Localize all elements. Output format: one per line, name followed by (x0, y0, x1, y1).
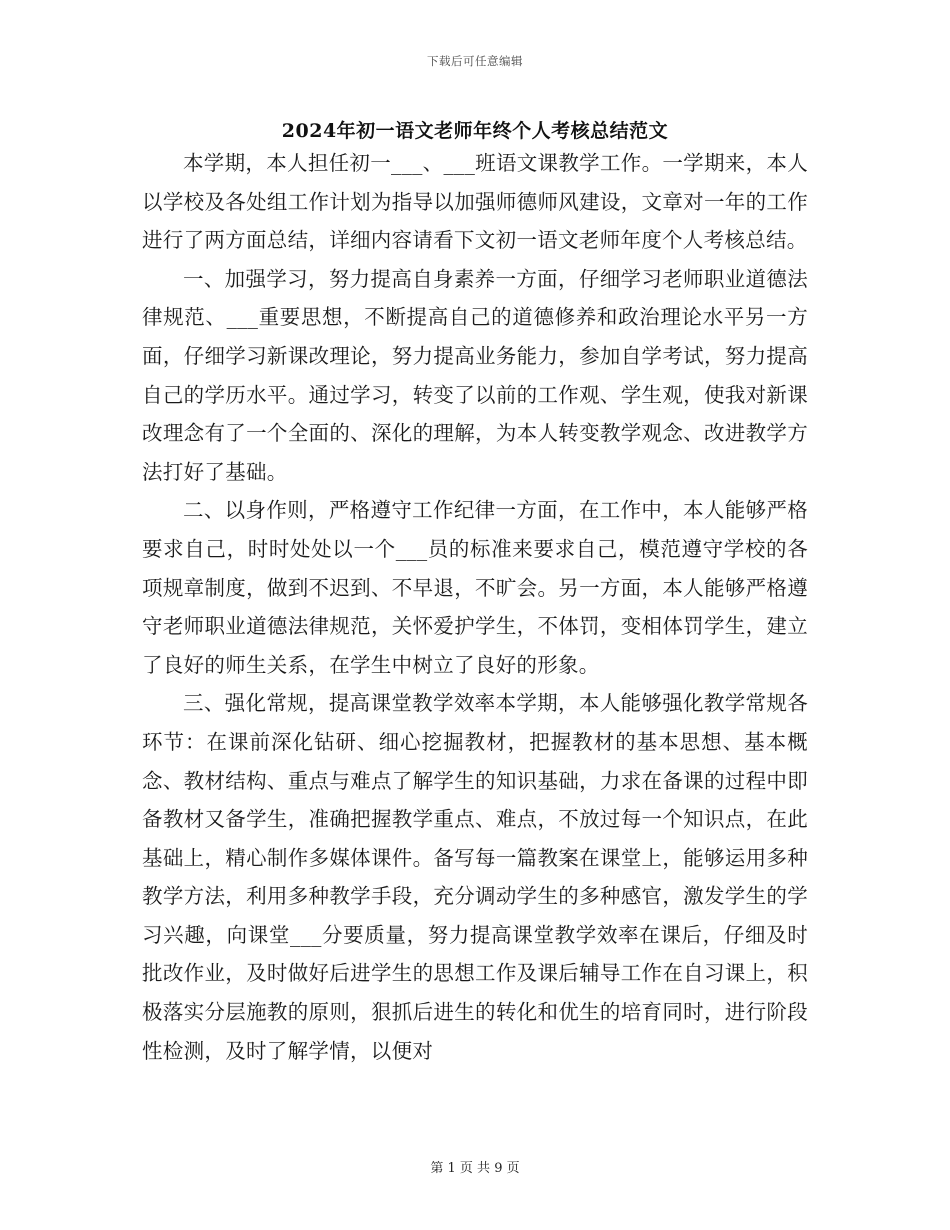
paragraph-section-1: 一、加强学习，努力提高自身素养一方面，仔细学习老师职业道德法律规范、___重要思想，不断提高自己的道德修养和政治理论水平另一方面，仔细学习新课改理论，努力提高业务能力，参加自学考试，努力提高自己的学历水平。通过学习，转变了以前的工作观、学生观，使我对新课改理念有了一个全面的、深化的理解，为本人转变教学观念、改进教学方法打好了基础。 (142, 266, 808, 484)
page-number: 第 1 页 共 9 页 (430, 1161, 520, 1176)
paragraph-intro: 本学期，本人担任初一___、___班语文课教学工作。一学期来，本人以学校及各处组工作计划为指导以加强师德师风建设，文章对一年的工作进行了两方面总结，详细内容请看下文初一语文老师年度个人考核总结。 (142, 151, 808, 253)
header-note: 下载后可任意编辑 (427, 54, 523, 68)
paragraph-section-2: 二、以身作则，严格遵守工作纪律一方面，在工作中，本人能够严格要求自己，时时处处以一个___员的标准来要求自己，模范遵守学校的各项规章制度，做到不迟到、不早退，不旷会。另一方面，本人能够严格遵守老师职业道德法律规范，关怀爱护学生，不体罚，变相体罚学生，建立了良好的师生关系，在学生中树立了良好的形象。 (142, 498, 808, 677)
document-body (142, 144, 808, 1070)
paragraph-section-3: 三、强化常规，提高课堂教学效率本学期，本人能够强化教学常规各环节：在课前深化钻研、细心挖掘教材，把握教材的基本思想、基本概念、教材结构、重点与难点了解学生的知识基础，力求在备课的过程中即备教材又备学生，准确把握教学重点、难点，不放过每一个知识点，在此基础上，精心制作多媒体课件。备写每一篇教案在课堂上，能够运用多种教学方法，利用多种教学手段，充分调动学生的多种感官，激发学生的学习兴趣，向课堂___分要质量，努力提高课堂教学效率在课后，仔细及时批改作业，及时做好后进学生的思想工作及课后辅导工作在自习课上，积极落实分层施教的原则，狠抓后进生的转化和优生的培育同时，进行阶段性检测，及时了解学情，以便对 (142, 691, 808, 1063)
document-title: 2024年初一语文老师年终个人考核总结范文 (281, 120, 669, 142)
